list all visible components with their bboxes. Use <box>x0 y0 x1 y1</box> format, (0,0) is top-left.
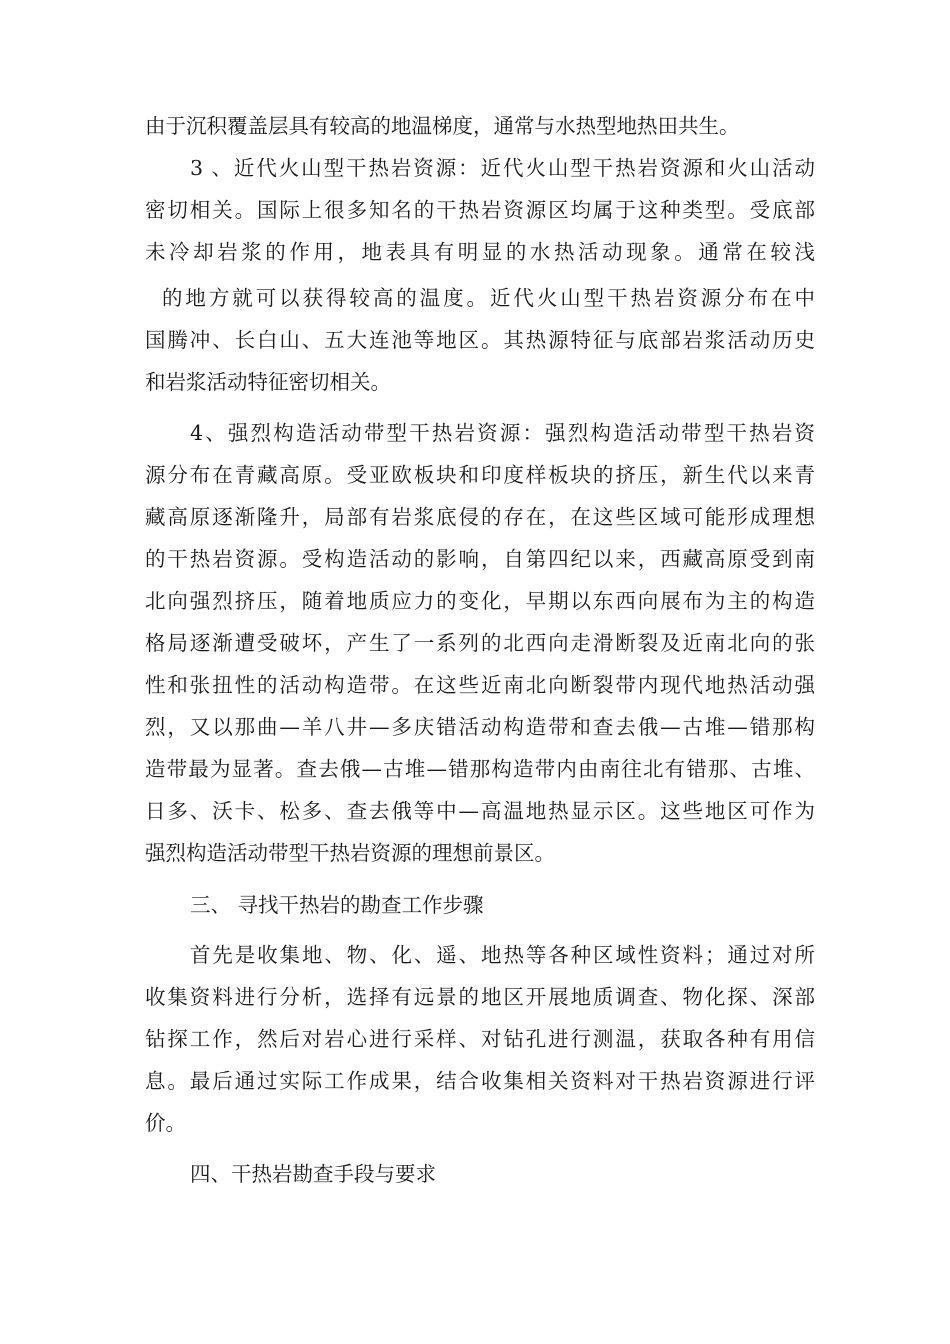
body-text-line: 的地方就可以获得较高的温度。近代火山型干热岩资源分布在中 <box>162 286 815 310</box>
body-text-line: 和岩浆活动特征密切相关。 <box>145 370 391 394</box>
body-text-line: 的干热岩资源。受构造活动的影响，自第四纪以来，西藏高原受到南 <box>145 547 815 571</box>
body-text-line: 造带最为显著。查去俄—古堆—错那构造带内由南往北有错那、古堆、 <box>145 757 815 781</box>
body-text-line: 强烈构造活动带型干热岩资源的理想前景区。 <box>145 841 555 865</box>
heading-section-three: 三、 寻找干热岩的勘查工作步骤 <box>190 893 484 917</box>
body-text-line: 源分布在青藏高原。受亚欧板块和印度样板块的挤压，新生代以来青 <box>145 463 815 487</box>
section-heading-3: 3 、近代火山型干热岩资源：近代火山型干热岩资源和火山活动 <box>190 156 815 180</box>
body-text-line: 价。 <box>145 1111 186 1135</box>
body-text-line: 藏高原逐渐隆升，局部有岩浆底侵的存在，在这些区域可能形成理想 <box>145 505 815 529</box>
body-text-line: 由于沉积覆盖层具有较高的地温梯度，通常与水热型地热田共生。 <box>145 114 740 138</box>
heading-section-four: 四、干热岩勘查手段与要求 <box>190 1162 436 1186</box>
body-text-line: 首先是收集地、物、化、遥、地热等各种区域性资料；通过对所 <box>190 943 815 967</box>
body-text-line: 性和张扭性的活动构造带。在这些近南北向断裂带内现代地热活动强 <box>145 673 815 697</box>
body-text-line: 钻探工作，然后对岩心进行采样、对钻孔进行测温，获取各种有用信 <box>145 1027 815 1051</box>
body-text-line: 收集资料进行分析，选择有远景的地区开展地质调查、物化探、深部 <box>145 985 815 1009</box>
body-text-line: 国腾冲、长白山、五大连池等地区。其热源特征与底部岩浆活动历史 <box>145 328 815 352</box>
body-text-line: 烈，又以那曲—羊八井—多庆错活动构造带和查去俄—古堆—错那构 <box>145 715 815 739</box>
body-text-line: 息。最后通过实际工作成果，结合收集相关资料对干热岩资源进行评 <box>145 1069 815 1093</box>
body-text-line: 日多、沃卡、松多、查去俄等中—高温地热显示区。这些地区可作为 <box>145 799 815 823</box>
body-text-line: 北向强烈挤压，随着地质应力的变化，早期以东西向展布为主的构造 <box>145 589 815 613</box>
body-text-line: 密切相关。国际上很多知名的干热岩资源区均属于这种类型。受底部 <box>145 198 815 222</box>
body-text-line: 格局逐渐遭受破坏，产生了一系列的北西向走滑断裂及近南北向的张 <box>145 631 815 655</box>
section-heading-4: 4、强烈构造活动带型干热岩资源：强烈构造活动带型干热岩资 <box>190 421 815 445</box>
body-text-line: 未冷却岩浆的作用，地表具有明显的水热活动现象。通常在较浅 <box>145 240 815 264</box>
